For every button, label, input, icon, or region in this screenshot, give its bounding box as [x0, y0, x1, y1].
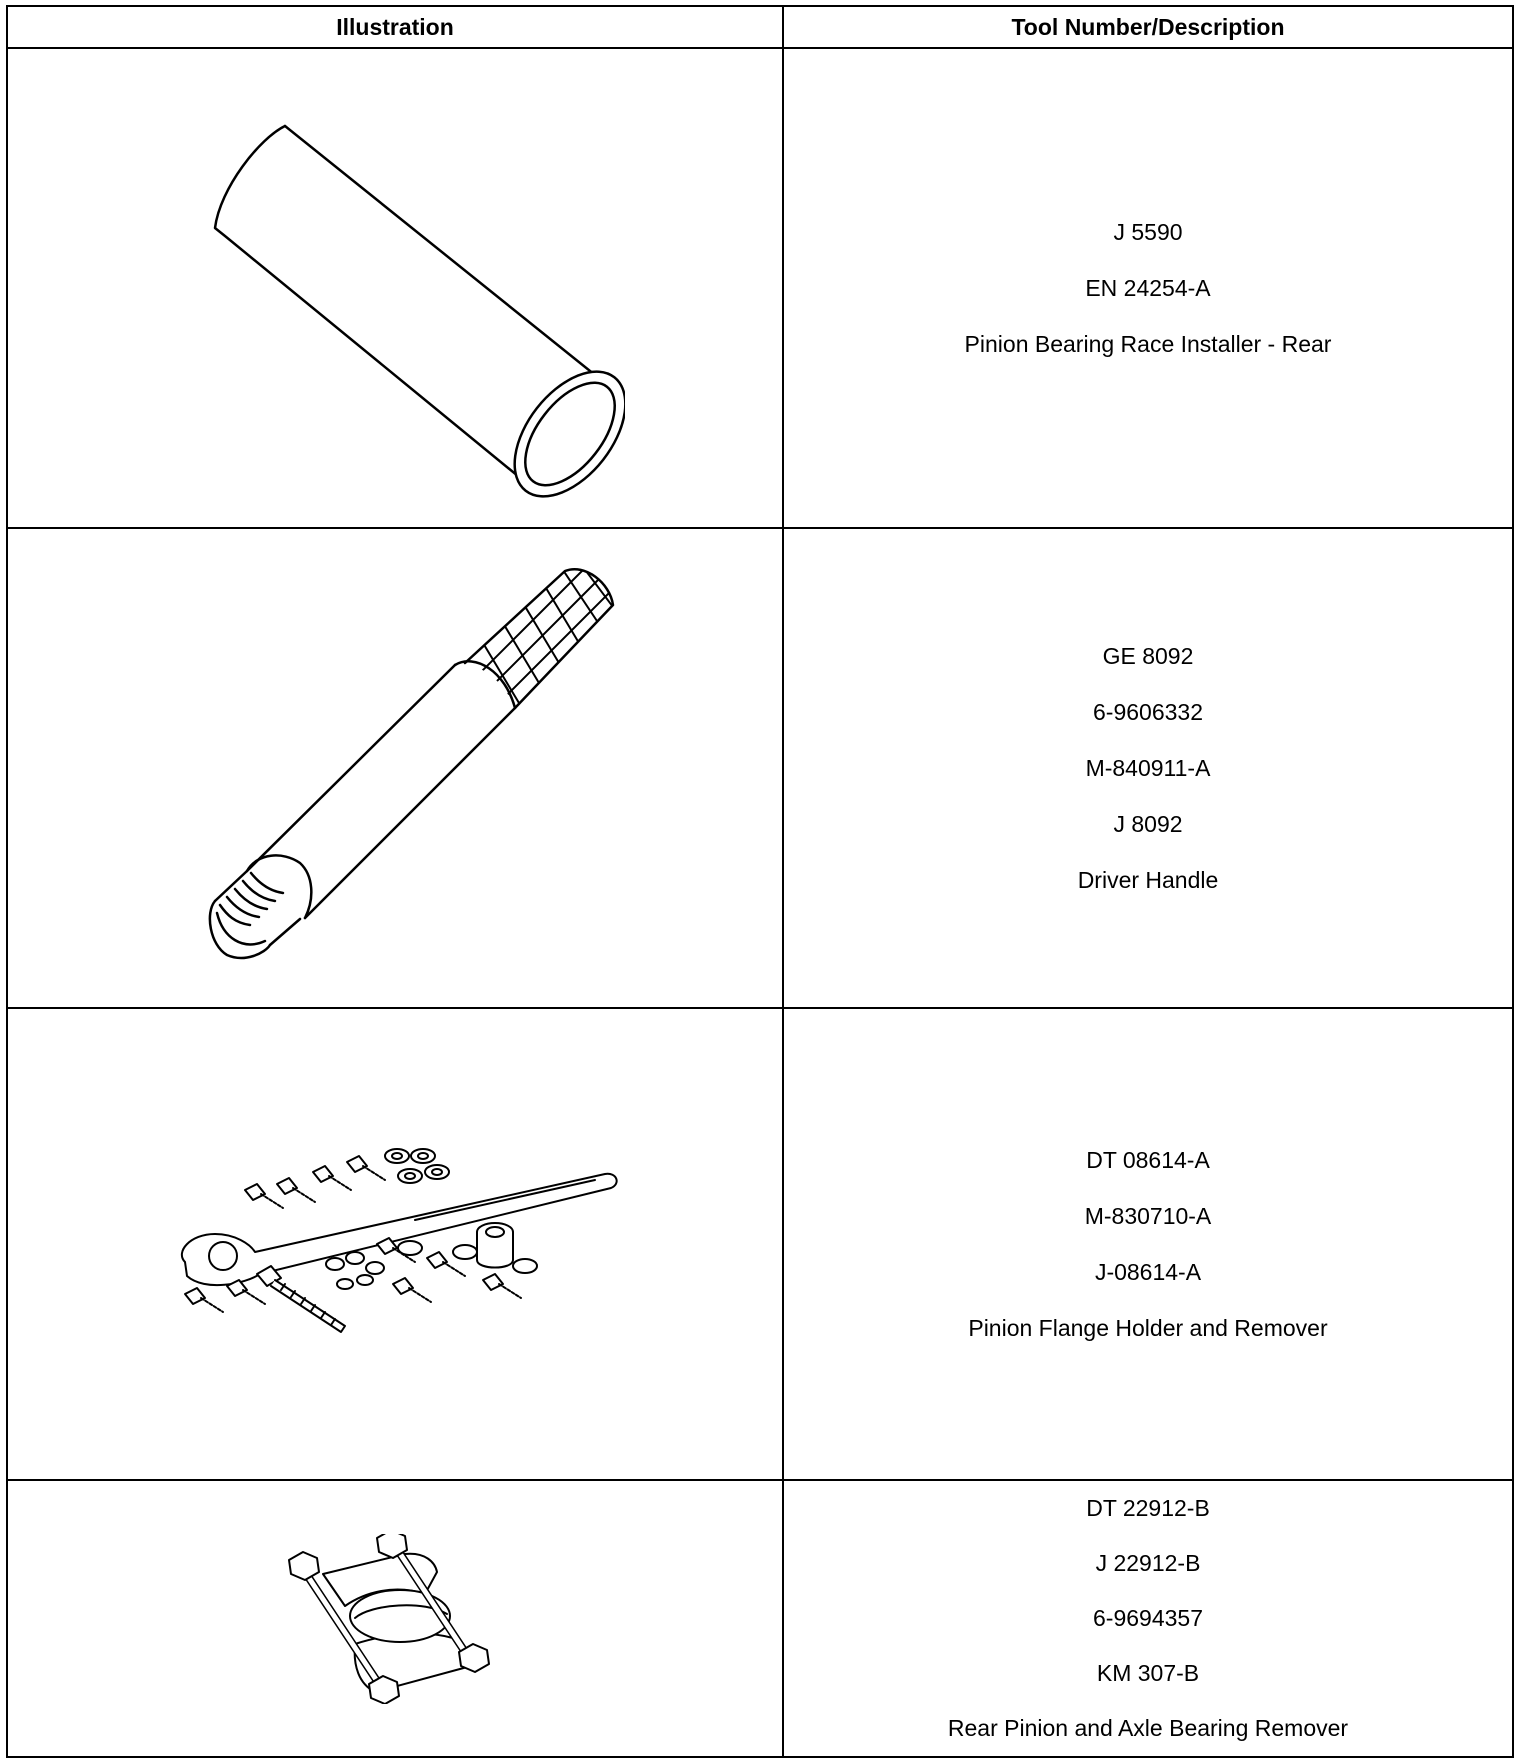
illustration-cell — [7, 1480, 783, 1757]
tool-number: EN 24254-A — [1085, 275, 1211, 301]
flange-holder-kit-icon — [165, 1134, 625, 1354]
table-row — [7, 528, 1513, 1008]
tool-description-cell — [783, 1480, 1513, 1757]
special-tools-table — [6, 5, 1514, 1758]
header-tool-number-description: Tool Number/Description — [783, 6, 1513, 48]
tool-description: Pinion Flange Holder and Remover — [968, 1315, 1328, 1341]
tool-number: J 5590 — [1113, 219, 1183, 245]
driver-handle-icon — [165, 553, 625, 983]
header-row — [7, 6, 1513, 48]
tool-number: J 22912-B — [1095, 1550, 1201, 1576]
tool-description: Pinion Bearing Race Installer - Rear — [964, 331, 1332, 357]
illustration-cell — [7, 528, 783, 1008]
table-row — [7, 48, 1513, 528]
table-row — [7, 1008, 1513, 1480]
tool-number: M-840911-A — [1085, 755, 1211, 781]
tool-number: GE 8092 — [1102, 643, 1194, 669]
tool-description: Rear Pinion and Axle Bearing Remover — [947, 1715, 1349, 1741]
bearing-separator-icon — [275, 1534, 515, 1704]
header-illustration: Illustration — [7, 6, 783, 48]
tool-number: J 8092 — [1113, 811, 1183, 837]
cylinder-race-installer-icon — [165, 78, 625, 498]
tool-number: DT 08614-A — [1086, 1147, 1210, 1173]
tool-number: M-830710-A — [1084, 1203, 1212, 1229]
tool-number: 6-9694357 — [1093, 1605, 1203, 1631]
tool-number: KM 307-B — [1096, 1660, 1200, 1686]
tool-description-cell — [783, 48, 1513, 528]
tool-description-cell — [783, 528, 1513, 1008]
tool-number: DT 22912-B — [1086, 1495, 1210, 1521]
tool-number: J-08614-A — [1094, 1259, 1202, 1285]
tool-number: 6-9606332 — [1093, 699, 1203, 725]
table-row — [7, 1480, 1513, 1757]
tool-description: Driver Handle — [1077, 867, 1219, 893]
illustration-cell — [7, 1008, 783, 1480]
tool-description-cell — [783, 1008, 1513, 1480]
illustration-cell — [7, 48, 783, 528]
